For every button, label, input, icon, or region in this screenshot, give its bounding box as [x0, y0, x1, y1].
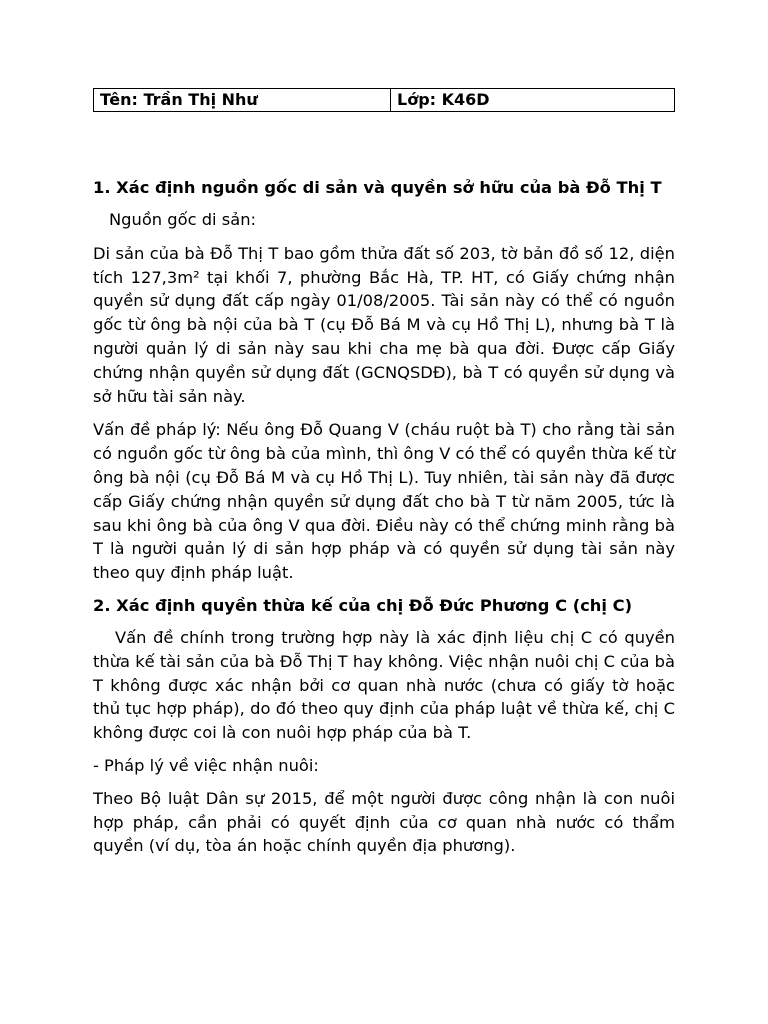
student-info-table [93, 88, 675, 112]
document-page [93, 88, 675, 858]
section1-paragraph-1: Di sản của bà Đỗ Thị T bao gồm thửa đất số 203, tờ bản đồ số 12, diện tích 127,3m² tại khối 7, phường Bắc Hà, TP. HT, có Giấy chứng nhận quyền sử dụng đất cấp ngày 01/08/2005. Tài sản này có thể có nguồn gốc từ ông bà nội của bà T (cụ Đỗ Bá M và cụ Hồ Thị L), nhưng bà T là người quản lý di sản này sau khi cha mẹ bà qua đời. Được cấp Giấy chứng nhận quyền sử dụng đất (GCNQSDĐ), bà T có quyền sử dụng và sở hữu tài sản này. [93, 243, 675, 406]
section1-paragraph-2: Vấn đề pháp lý: Nếu ông Đỗ Quang V (cháu ruột bà T) cho rằng tài sản có nguồn gốc từ ông bà của mình, thì ông V có thể có quyền thừa kế từ ông bà nội (cụ Đỗ Bá M và cụ Hồ Thị L). Tuy nhiên, tài sản này đã được cấp Giấy chứng nhận quyền sử dụng đất cho bà T từ năm 2005, tức là sau khi ông bà của ông V qua đời. Điều này có thể chứng minh rằng bà T là người quản lý di sản hợp pháp và có quyền sử dụng tài sản này theo quy định pháp luật. [93, 420, 675, 583]
section2-paragraph-3: Theo Bộ luật Dân sự 2015, để một người được công nhận là con nuôi hợp pháp, cần phải có quyết định của cơ quan nhà nước có thẩm quyền (ví dụ, tòa án hoặc chính quyền địa phương). [93, 788, 675, 856]
student-name-cell: Tên: Trần Thị Như [94, 89, 391, 112]
section1-heading: 1. Xác định nguồn gốc di sản và quyền sở hữu của bà Đỗ Thị T [93, 178, 662, 197]
section2-paragraph-2: - Pháp lý về việc nhận nuôi: [93, 755, 319, 775]
section2-heading: 2. Xác định quyền thừa kế của chị Đỗ Đức Phương C (chị C) [93, 595, 633, 615]
section2-paragraph-1: Vấn đề chính trong trường hợp này là xác định liệu chị C có quyền thừa kế tài sản của bà Đỗ Thị T hay không. Việc nhận nuôi chị C của bà T không được xác nhận bởi cơ quan nhà nước (chưa có giấy tờ hoặc thủ tục hợp pháp), do đó theo quy định của pháp luật về thừa kế, chị C không được coi là con nuôi hợp pháp của bà T. [93, 627, 675, 743]
student-class-cell: Lớp: K46D [391, 89, 675, 112]
student-info-row [94, 89, 675, 112]
section1-subheading: Nguồn gốc di sản: [109, 210, 257, 229]
